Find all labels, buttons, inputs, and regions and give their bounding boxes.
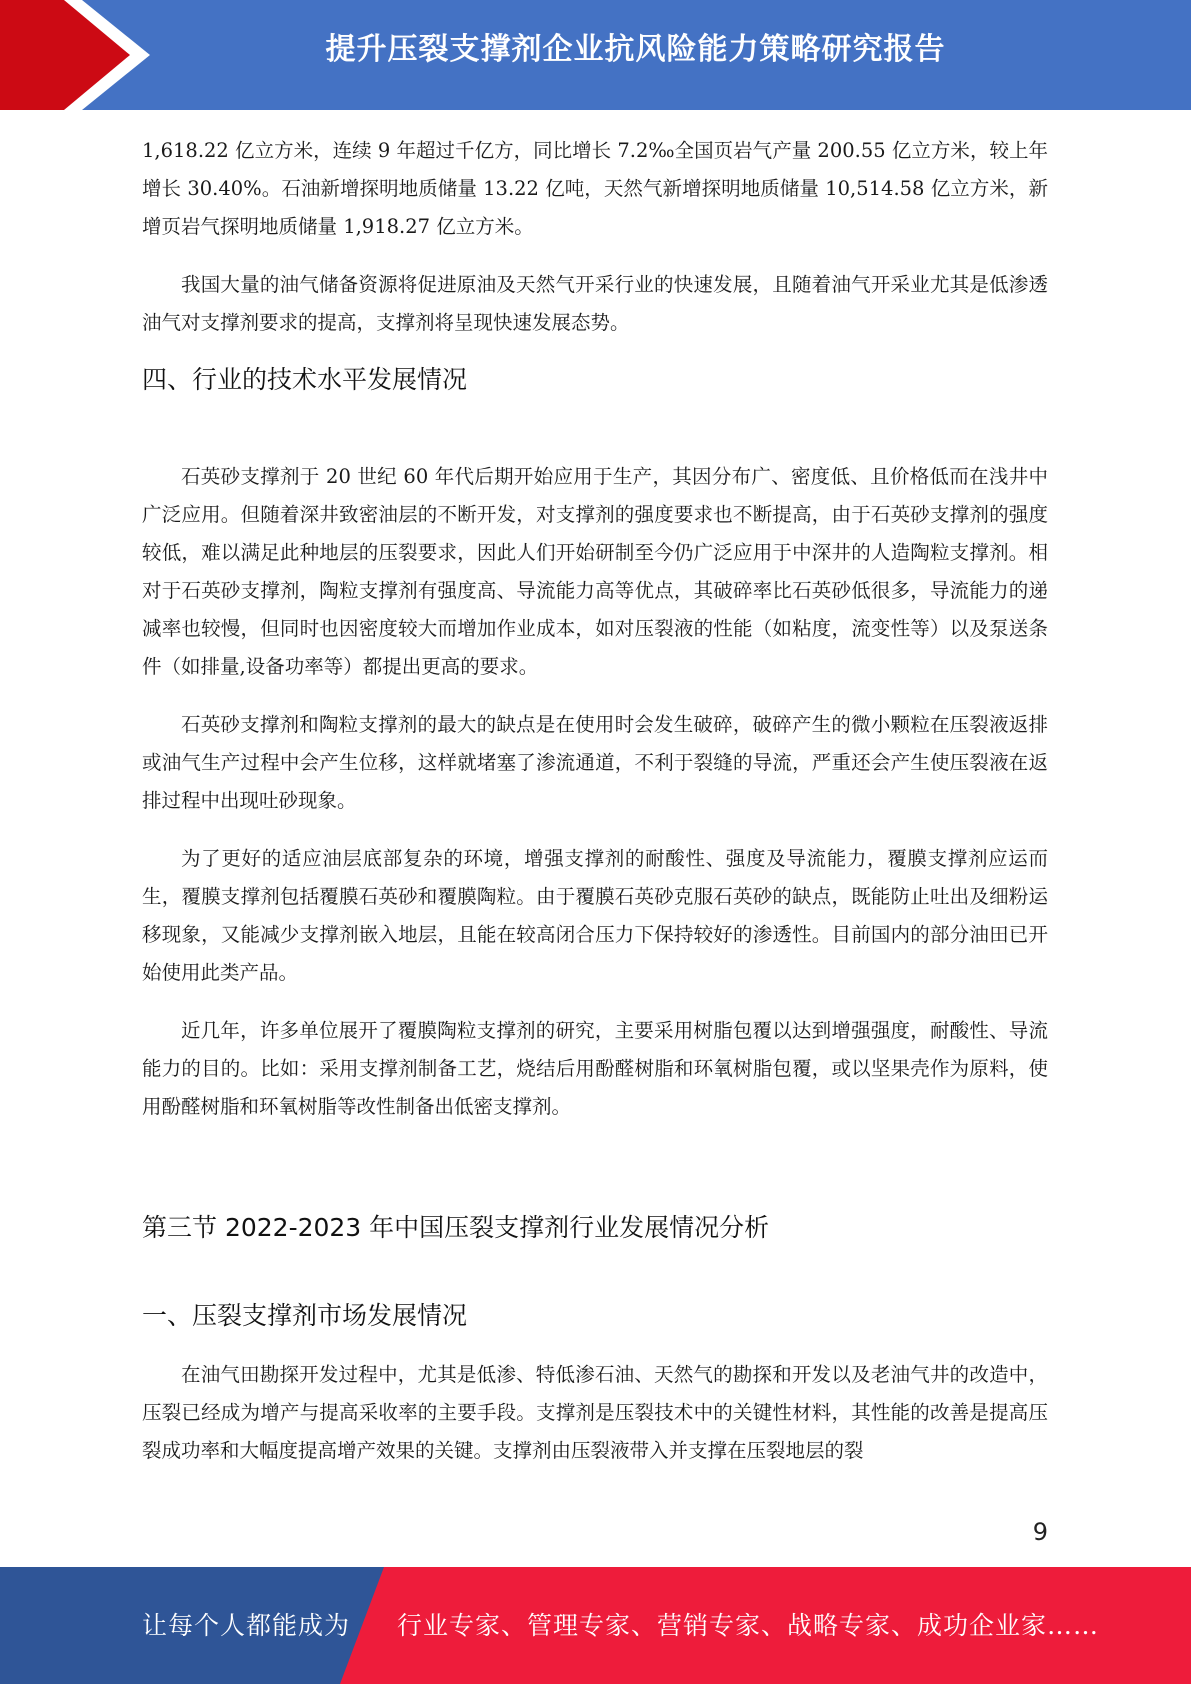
paragraph-breakage-drawback: 石英砂支撑剂和陶粒支撑剂的最大的缺点是在使用时会发生破碎，破碎产生的微小颗粒在压裂液返排或油气生产过程中会产生位移，这样就堵塞了渗流通道，不利于裂缝的导流，严重还会产生使压裂液在返排过程中出现吐砂现象。 xyxy=(142,713,1048,812)
report-title: 提升压裂支撑剂企业抗风险能力策略研究报告 xyxy=(325,32,946,67)
heading-market-development: 一、压裂支撑剂市场发展情况 xyxy=(142,1301,468,1330)
paragraph-resin-coating: 近几年，许多单位展开了覆膜陶粒支撑剂的研究，主要采用树脂包覆以达到增强强度，耐酸性、导流能力的目的。比如：采用支撑剂制备工艺，烧结后用酚醛树脂和环氧树脂包覆，或以坚果壳作为原料，使用酚醛树脂和环氧树脂等改性制备出低密支撑剂。 xyxy=(142,1019,1048,1118)
footer-slogan-right: 行业专家、管理专家、营销专家、战略专家、成功企业家…… xyxy=(397,1611,1100,1640)
heading-technology-level: 四、行业的技术水平发展情况 xyxy=(142,365,468,394)
paragraph-resource-outlook: 我国大量的油气储备资源将促进原油及天然气开采行业的快速发展，且随着油气开采业尤其是低渗透油气对支撑剂要求的提高，支撑剂将呈现快速发展态势。 xyxy=(142,273,1048,334)
paragraph-gas-statistics: 1,618.22 亿立方米，连续 9 年超过千亿方，同比增长 7.2‰全国页岩气产量 200.55 亿立方米，较上年增长 30.40%。石油新增探明地质储量 13.22 亿吨，天然气新增探明地质储量 10,514.58 亿立方米，新增页岩气探明地质储量 1,918.27 亿立方米。 xyxy=(142,139,1048,238)
page-content xyxy=(142,132,1048,1470)
footer-slogan-left: 让每个人都能成为 xyxy=(142,1611,351,1640)
paragraph-coated-proppant: 为了更好的适应油层底部复杂的环境，增强支撑剂的耐酸性、强度及导流能力，覆膜支撑剂应运而生，覆膜支撑剂包括覆膜石英砂和覆膜陶粒。由于覆膜石英砂克服石英砂的缺点，既能防止吐出及细粉运移现象，又能减少支撑剂嵌入地层，且能在较高闭合压力下保持较好的渗透性。目前国内的部分油田已开始使用此类产品。 xyxy=(142,847,1048,984)
footer-banner xyxy=(0,1567,1191,1684)
header-banner xyxy=(0,0,1191,110)
header-red-arrow-icon xyxy=(0,0,150,110)
heading-section-three: 第三节 2022-2023 年中国压裂支撑剂行业发展情况分析 xyxy=(142,1213,770,1242)
paragraph-fracturing-intro: 在油气田勘探开发过程中，尤其是低渗、特低渗石油、天然气的勘探和开发以及老油气井的改造中，压裂已经成为增产与提高采收率的主要手段。支撑剂是压裂技术中的关键性材料，其性能的改善是提高压裂成功率和大幅度提高增产效果的关键。支撑剂由压裂液带入并支撑在压裂地层的裂 xyxy=(142,1363,1048,1462)
page-number: 9 xyxy=(1032,1518,1048,1546)
paragraph-quartz-sand: 石英砂支撑剂于 20 世纪 60 年代后期开始应用于生产，其因分布广、密度低、且价格低而在浅井中广泛应用。但随着深井致密油层的不断开发，对支撑剂的强度要求也不断提高，由于石英砂支撑剂的强度较低，难以满足此种地层的压裂要求，因此人们开始研制至今仍广泛应用于中深井的人造陶粒支撑剂。相对于石英砂支撑剂，陶粒支撑剂有强度高、导流能力高等优点，其破碎率比石英砂低很多，导流能力的递减率也较慢，但同时也因密度较大而增加作业成本，如对压裂液的性能（如粘度，流变性等）以及泵送条件（如排量,设备功率等）都提出更高的要求。 xyxy=(142,465,1048,678)
